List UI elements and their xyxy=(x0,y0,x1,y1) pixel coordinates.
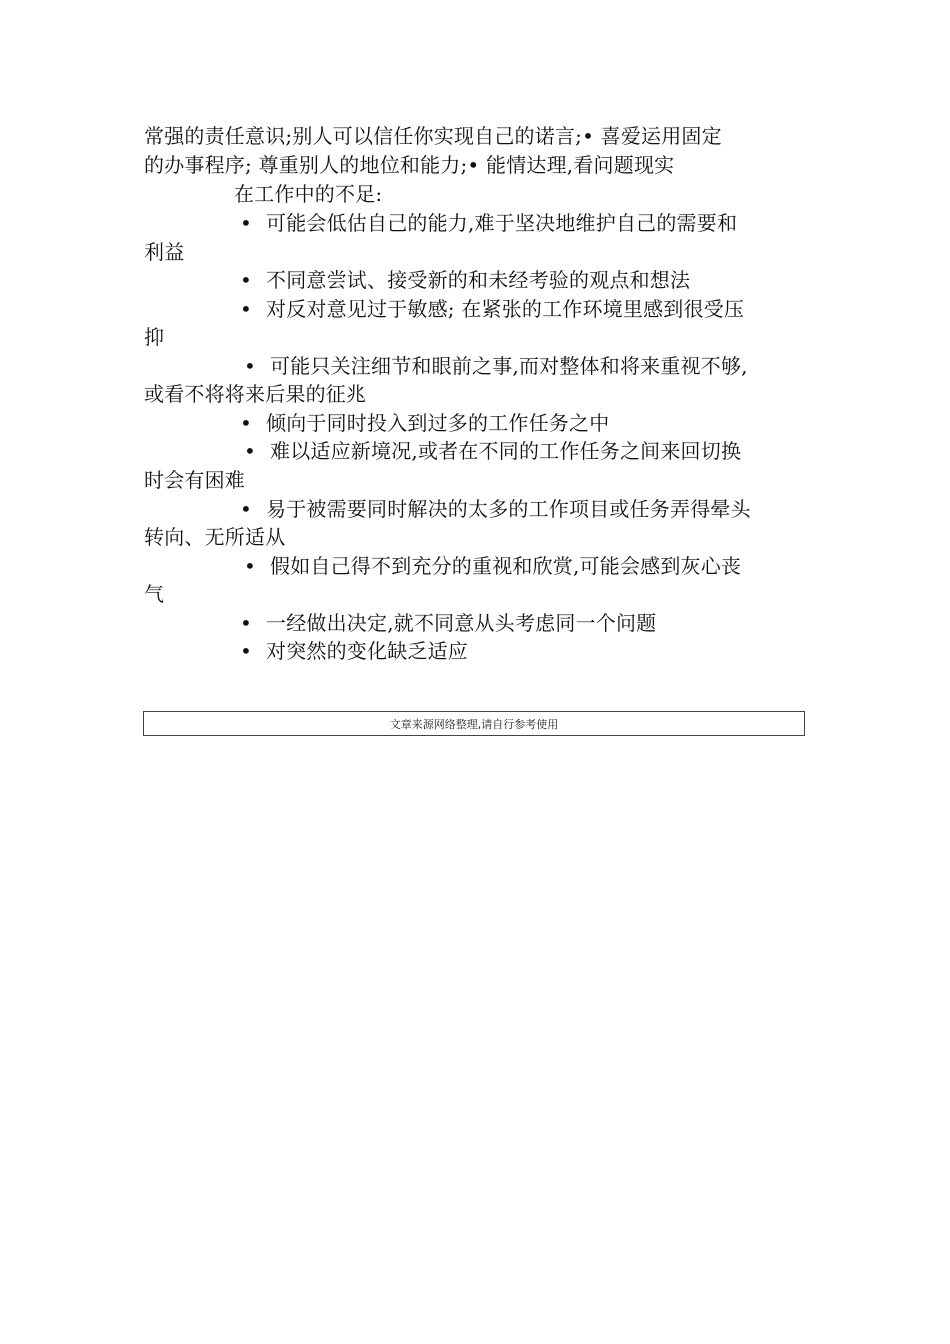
list-item-text: 对反对意见过于敏感; 在紧张的工作环境里感到很受压 xyxy=(266,297,745,321)
list-item-text: 一经做出决定,就不同意从头考虑同一个问题 xyxy=(266,611,657,635)
list-item-text: 倾向于同时投入到过多的工作任务之中 xyxy=(266,411,610,435)
bullet-icon: • xyxy=(240,411,252,435)
intro-line-2: 的办事程序; 尊重别人的地位和能力;• 能情达理,看问题现实 xyxy=(144,153,675,177)
list-item-text: 假如自己得不到充分的重视和欣赏,可能会感到灰心丧 xyxy=(270,554,742,578)
list-item xyxy=(244,352,748,380)
bullet-icon: • xyxy=(240,611,252,635)
list-item xyxy=(240,409,609,437)
bullet-icon: • xyxy=(240,268,252,292)
list-item-text: 可能会低估自己的能力,难于坚决地维护自己的需要和 xyxy=(266,211,738,235)
list-item-continuation: 时会有困难 xyxy=(144,468,245,492)
list-item xyxy=(240,609,656,637)
list-item xyxy=(240,266,690,294)
list-item-continuation: 气 xyxy=(144,582,165,606)
list-item xyxy=(240,495,751,523)
bullet-icon: • xyxy=(244,554,256,578)
footer-notice-text: 文章来源网络整理,请自行参考使用 xyxy=(389,717,559,731)
list-item xyxy=(240,637,468,665)
list-item-text: 易于被需要同时解决的太多的工作项目或任务弄得晕头 xyxy=(266,497,751,521)
list-item xyxy=(240,209,737,237)
list-item xyxy=(244,552,741,580)
footer-notice-box xyxy=(143,711,805,736)
bullet-icon: • xyxy=(240,497,252,521)
list-item-text: 难以适应新境况,或者在不同的工作任务之间来回切换 xyxy=(270,439,742,463)
bullet-icon: • xyxy=(240,297,252,321)
bullet-icon: • xyxy=(240,211,252,235)
list-item-continuation: 抑 xyxy=(144,325,165,349)
list-item-continuation: 转向、无所适从 xyxy=(144,525,286,549)
intro-line-1: 常强的责任意识;别人可以信任你实现自己的诺言;• 喜爱运用固定 xyxy=(144,124,722,148)
list-item-text: 对突然的变化缺乏适应 xyxy=(266,639,468,663)
bullet-icon: • xyxy=(244,439,256,463)
list-item-continuation: 或看不将将来后果的征兆 xyxy=(144,382,367,406)
list-item-continuation: 利益 xyxy=(144,240,185,264)
section-title: 在工作中的不足: xyxy=(234,182,383,206)
list-item-text: 可能只关注细节和眼前之事,而对整体和将来重视不够, xyxy=(270,354,748,378)
list-item xyxy=(244,437,741,465)
bullet-icon: • xyxy=(240,639,252,663)
bullet-icon: • xyxy=(244,354,256,378)
list-item-text: 不同意尝试、接受新的和未经考验的观点和想法 xyxy=(266,268,691,292)
list-item xyxy=(240,295,744,323)
